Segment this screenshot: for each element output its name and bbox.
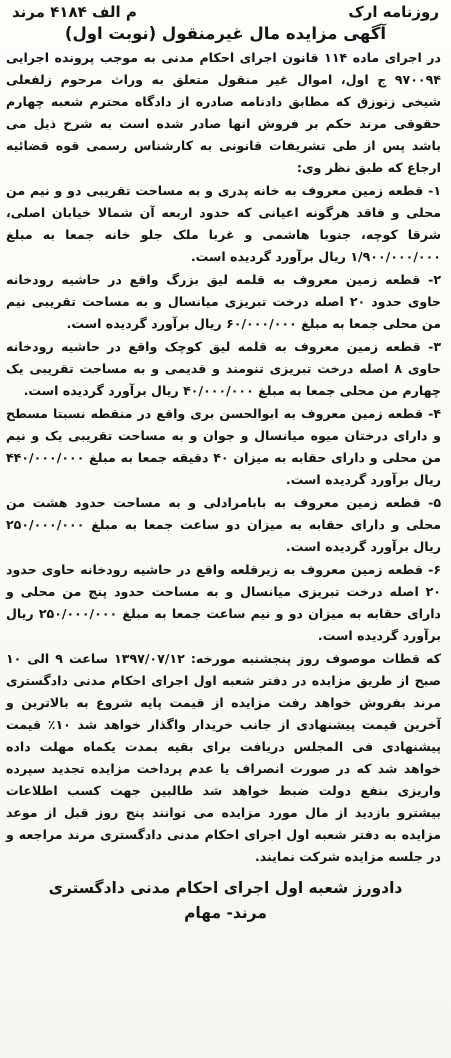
closing-paragraph: که قطات موصوف روز پنجشنبه مورخه: ۱۳۹۷/۰۷/۱۲ ساعت ۹ الی ۱۰ صبح از طریق مزایده در دفتر شعبه اول اجرای احکام مدنی دادگستری مرند بفروش خواهد رفت مزایده از قیمت پایه شروع به بالاترین و آخرین قیمت پیشنهادی از جانب خریدار واگذار خواهد شد ۱۰٪ قیمت پیشنهادی فی المجلس دریافت برای بقیه بمدت یکماه مهلت داده خواهد شد که در صورت انصراف یا عدم پرداخت مزایده تجدید سپرده واریزی بنفع دولت ضبط خواهد شد طالبین جهت کسب اطلاعات بیشترو بازدید از مال مورد مزایده می توانند پنج روز قبل از موعد مزایده به دفتر شعبه اول اجرای احکام مدنی دادگستری مرند مراجعه و در جلسه مزایده شرکت نمایند. — [6, 651, 442, 864]
lot-item: ۵- قطعه زمین معروف به بابامرادلی و به مساحت حدود هشت من محلی و دارای حقابه به میزان دو ساعت جمعا به مبلغ ۲۵۰/۰۰۰/۰۰۰ ریال برآورد گردیده است. — [6, 495, 441, 554]
lot-item: ۴- قطعه زمین معروف به ابوالحسن بری واقع در منقطه نسبتا مسطح و دارای درختان میوه میانسال و جوان و به مساحت تقریبی یک و نیم من محلی و دارای حقابه به میزان ۴۰ دقیقه جمعا به مبلغ ۴۴۰/۰۰۰/۰۰۰ ریال برآورد گردیده است. — [6, 406, 442, 487]
signature-line-1: دادورز شعبه اول اجرای احکام مدنی دادگستری — [48, 879, 403, 897]
lot-item: ۱- قطعه زمین معروف به خانه پدری و به مساحت تقریبی دو و نیم من محلی و فاقد هرگونه اعیانی که حدود اربعه آن شمالا خیابان اصلی، شرقا کوچه، جنوبا هاشمی و غربا ملک جلو خانه جمعا به مبلغ ۱/۹۰۰/۰۰۰/۰۰۰ ریال برآورد گردیده است. — [6, 183, 441, 264]
notice-title: آگهی مزایده مال غیرمنقول (نوبت اول) — [64, 24, 387, 43]
intro-paragraph: در اجرای ماده ۱۱۴ قانون اجرای احکام مدنی به موجب پرونده اجرایی ۹۷۰۰۹۴ ج اول، اموال غیر منقول متعلق به وراث مرحوم زلفعلی شیخی زنوزق که مطابق دادنامه صادره از دادگاه محترم شعبه چهارم حقوقی مرند حکم بر فروش انها صادر شده است به شرح ذیل می باشد پس از طی تشریفات قانونی به کارشناس رسمی قوه قضائیه ارجاع که طبق نظر وی: — [6, 50, 441, 175]
lot-item: ۳- قطعه زمین معروف به قلمه لیق کوچک واقع در حاشیه رودخانه حاوی ۸ اصله درخت تبریزی تنومند و قدیمی و به مساحت تقریبی یک چهارم من محلی جمعا به مبلغ ۴۰/۰۰۰/۰۰۰ ریال برآورد گردیده است. — [6, 339, 441, 398]
notice-body — [0, 47, 451, 868]
signature-block — [0, 876, 451, 926]
ad-code: م الف ۴۱۸۴ مرند — [12, 3, 137, 21]
header — [0, 0, 451, 21]
newspaper-name: روزنامه ارک — [348, 3, 439, 21]
lot-item: ۶- قطعه زمین معروف به زیرقلعه واقع در حاشیه رودخانه حاوی حدود ۲۰ اصله درخت تبریزی میانسال و به مساحت حدود پنج من محلی و دارای حقابه به میزان دو و نیم ساعت جمعا به مبلغ ۲۵۰/۰۰۰/۰۰۰ ریال برآورد گردیده است. — [6, 562, 441, 643]
signature-line-2: مرند- مهام — [184, 904, 267, 922]
lot-item: ۲- قطعه زمین معروف به قلمه لیق بزرگ واقع در حاشیه رودخانه حاوی حدود ۲۰ اصله درخت تبریزی میانسال و به مساحت تقریبی نیم من محلی جمعا به مبلغ ۶۰/۰۰۰/۰۰۰ ریال برآورد گردیده است. — [6, 272, 442, 331]
